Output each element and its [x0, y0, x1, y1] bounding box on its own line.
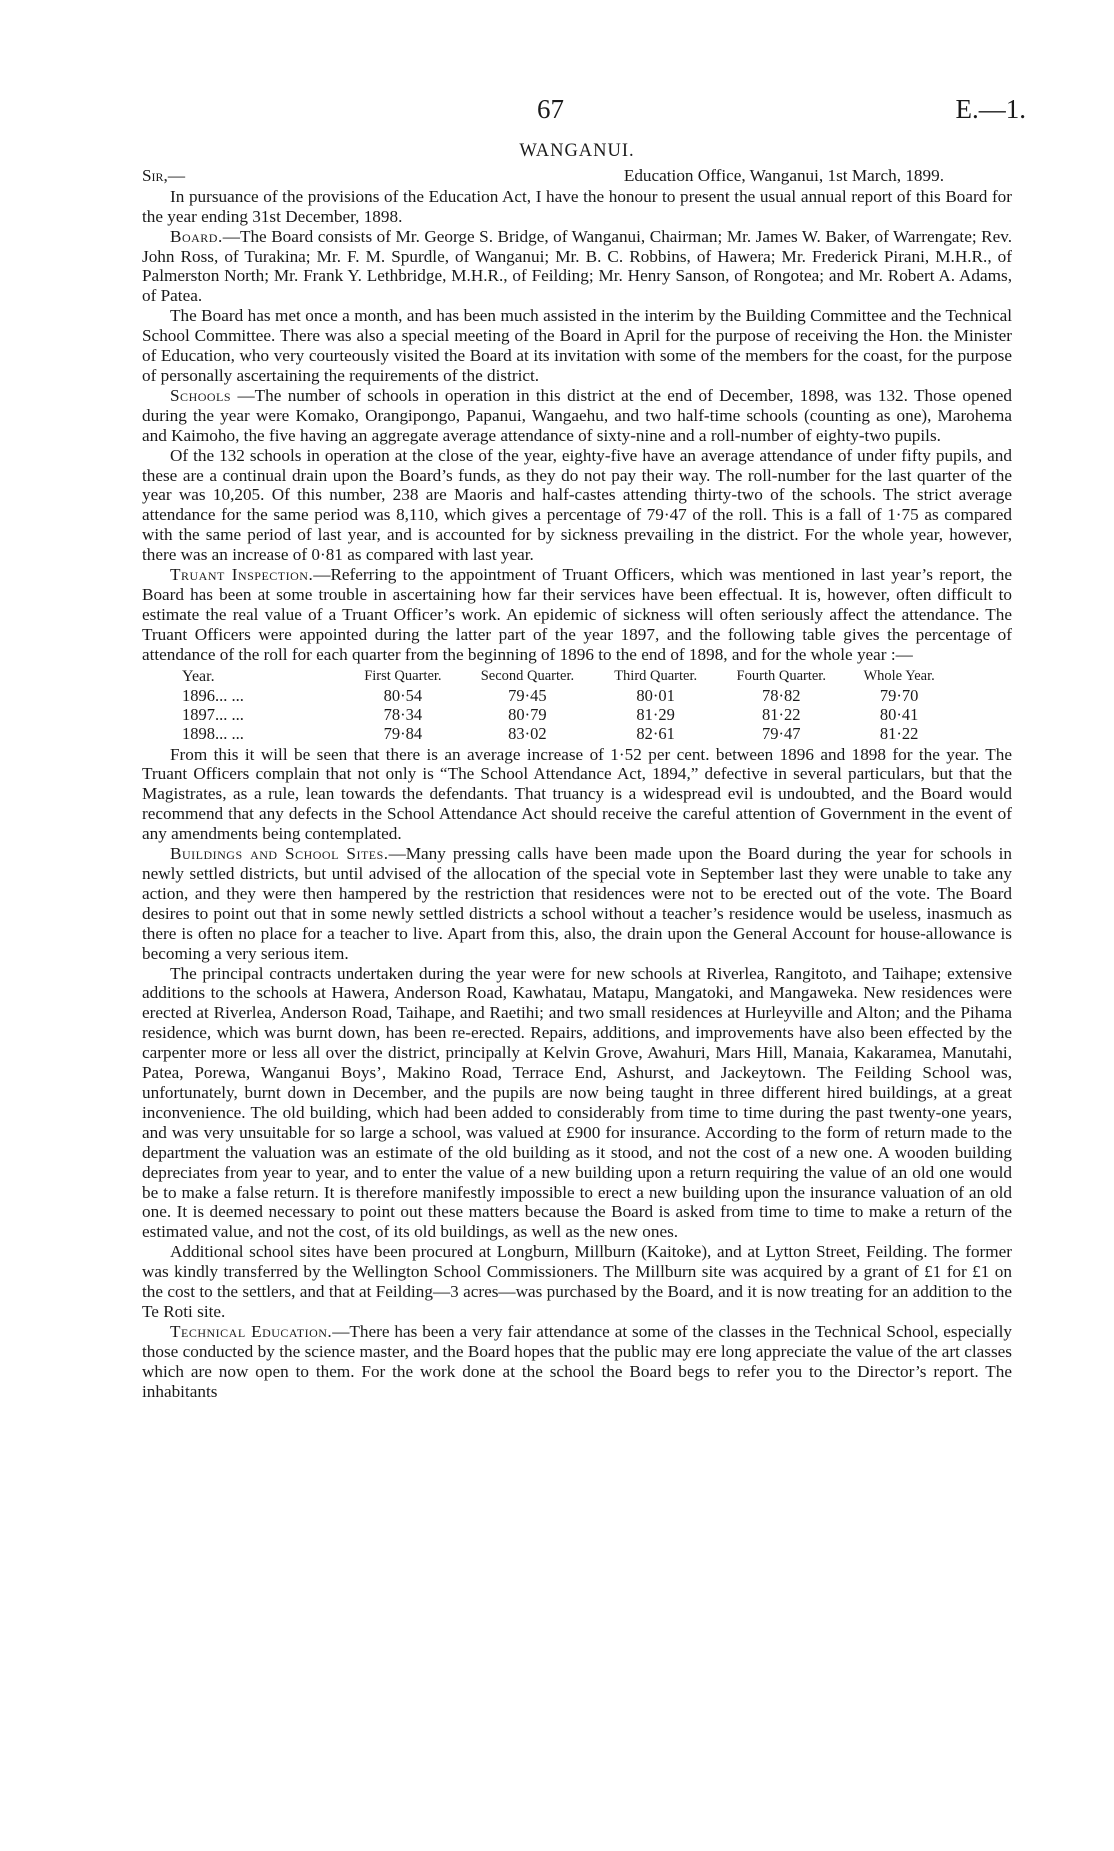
truant-paragraph	[142, 565, 1012, 665]
board-paragraph	[142, 227, 1012, 307]
technical-text: —There has been a very fair attendance at some of the classes in the Technical School, especially those conducted by the science master, and the Board hopes that the public may ere long appreciate the value of the art classes which are now open to them. For the work done at the school the Board begs to refer you to the Director’s report. The inhabitants	[142, 1321, 1012, 1401]
buildings-paragraph	[142, 844, 1012, 963]
year-label: 1898...	[182, 723, 228, 743]
report-body	[142, 142, 1012, 1401]
cell-q4: 79·47	[762, 723, 801, 743]
cell-q2: 79·45	[508, 685, 547, 705]
header-first-quarter: First Quarter.	[364, 667, 442, 684]
cell-q4: 78·82	[762, 685, 801, 705]
cell-q4: 81·22	[762, 704, 801, 724]
leader-dots: ...	[231, 685, 244, 705]
section-heading-technical: Technical Education.	[170, 1321, 333, 1341]
cell-q3: 80·01	[636, 685, 675, 705]
attendance-table	[182, 669, 952, 743]
cell-q1: 79·84	[383, 723, 423, 743]
schools-stats-paragraph: Of the 132 schools in operation at the close of the year, eighty-five have an average attendance of under fifty pupils, and these are a continual drain upon the Board’s funds, as they do not pay their way. The roll-number for the last quarter of the year was 10,205. Of this number, 238 are Maoris and half-castes attending thirty-two of the schools. The strict average attendance for the same period was 8,110, which gives a percentage of 79·47 of the roll. This is a fall of 1·75 as compared with the same period of last year, and is accounted for by sickness prevailing in the district. For the whole year, however, there was an increase of 0·81 as compared with last year.	[142, 445, 1012, 565]
table-row	[182, 686, 952, 705]
attendance-table-header	[182, 669, 952, 686]
leader-dots: ...	[231, 723, 244, 743]
meetings-paragraph: The Board has met once a month, and has been much assisted in the interim by the Building Committee and the Technical School Committee. There was also a special meeting of the Board in April for the purpose of receiving the Hon. the Minister of Education, who very courteously visited the Board at its invitation with some of the members for the coast, for the purpose of personally ascertaining the requirements of the district.	[142, 306, 1012, 385]
contracts-paragraph: The principal contracts undertaken during the year were for new schools at Riverlea, Rangitoto, and Taihape; extensive additions to the schools at Hawera, Anderson Road, Kawhatau, Matapu, Mangatoki, and Mangaweka. New residences were erected at Riverlea, Anderson Road, Taihape, and Raetihi; and two small residences at Hurleyville and Alton; and the Pihama residence, which was burnt down, has been re-erected. Repairs, additions, and improvements have also been effected by the carpenter more or less all over the district, principally at Kelvin Grove, Awahuri, Mars Hill, Manaia, Kakaramea, Manutahi, Patea, Porewa, Wanganui Boys’, Makino Road, Terrace End, Ashurst, and Jackeytown. The Feilding School was, unfortunately, burnt down in December, and the pupils are now being taught in three different hired buildings, at a great inconvenience. The old building, which had been added to considerably from time to time during the past twenty-one years, and was very unsuitable for so large a school, was valued at £900 for insurance. According to the form of return made to the department the valuation was an estimate of the old building as it stood, and not the cost of a new one. A wooden building depreciates from year to year, and to enter the value of a new building upon a return requiring the value of an old one would be to make a false return. It is therefore manifestly impossible to erect a new building upon the insurance valuation of an old one. It is deemed necessary to point out these matters because the Board is asked from time to time to make a return of the estimated value, and not the cost, of its old buildings, as well as the new ones.	[142, 963, 1012, 1242]
technical-paragraph	[142, 1322, 1012, 1402]
cell-whole: 80·41	[879, 704, 919, 724]
document-reference: E.—1.	[955, 94, 1026, 124]
page-number: 67	[537, 94, 564, 124]
intro-paragraph: In pursuance of the provisions of the Education Act, I have the honour to present the usual annual report of this Board for the year ending 31st December, 1898.	[142, 186, 1012, 226]
page-header	[0, 94, 1114, 134]
header-year: Year.	[182, 667, 215, 685]
after-table-paragraph: From this it will be seen that there is an average increase of 1·52 per cent. between 1896 and 1898 for the year. The Truant Officers complain that not only is “The School Attendance Act, 1894,” defective in several particulars, but that the Magistrates, as a rule, lean towards the defendants. That truancy is a widespread evil is undoubted, and the Board would recommend that any defects in the School Attendance Act should receive the careful attention of Government in the event of any amendments being contemplated.	[142, 744, 1012, 844]
header-fourth-quarter: Fourth Quarter.	[736, 667, 826, 684]
year-label: 1897...	[182, 704, 228, 724]
cell-q1: 78·34	[383, 704, 423, 724]
section-heading-schools: Schools	[170, 385, 232, 405]
schools-paragraph	[142, 386, 1012, 446]
cell-q1: 80·54	[383, 685, 423, 705]
year-label: 1896...	[182, 685, 228, 705]
salutation-row	[142, 166, 1012, 186]
header-third-quarter: Third Quarter.	[614, 667, 698, 684]
header-whole-year: Whole Year.	[863, 667, 935, 684]
cell-year	[182, 705, 346, 724]
cell-q2: 83·02	[508, 723, 547, 743]
cell-year	[182, 724, 346, 743]
salutation: Sir,—	[142, 165, 186, 185]
section-heading-truant: Truant Inspection.	[170, 565, 314, 585]
sites-paragraph: Additional school sites have been procured at Longburn, Millburn (Kaitoke), and at Lytton Street, Feilding. The former was kindly transferred by the Wellington School Commissioners. The Millburn site was acquired by a grant of £1 for £1 on the cost to the settlers, and that at Feilding—3 acres—was purchased by the Board, and it is now treating for an addition to the Te Roti site.	[142, 1242, 1012, 1321]
header-second-quarter: Second Quarter.	[480, 667, 575, 684]
cell-year	[182, 686, 346, 705]
table-row	[182, 705, 952, 724]
dateline: Education Office, Wanganui, 1st March, 1899.	[623, 165, 944, 185]
cell-q3: 82·61	[636, 723, 675, 743]
cell-q3: 81·29	[636, 704, 675, 724]
cell-q2: 80·79	[508, 704, 547, 724]
section-heading-buildings: Buildings and School Sites.	[170, 844, 389, 864]
board-text: —The Board consists of Mr. George S. Bridge, of Wanganui, Chairman; Mr. James W. Baker, of Warrengate; Rev. John Ross, of Turakina; Mr. F. M. Spurdle, of Wanganui; Mr. B. C. Robbins, of Hawera; Mr. Frederick Pirani, M.H.R., of Palmerston North; Mr. Frank Y. Lethbridge, M.H.R., of Feilding; Mr. Henry Sanson, of Rongotea; and Mr. Robert A. Adams, of Patea.	[142, 226, 1012, 306]
truant-text: —Referring to the appointment of Truant Officers, which was mentioned in last year’s report, the Board has been at some trouble in ascertaining how far their services have been effectual. It is, however, often difficult to estimate the real value of a Truant Officer’s work. An epidemic of sickness will often seriously affect the attendance. The Truant Officers were appointed during the latter part of the year 1897, and the following table gives the percentage of attendance of the roll for each quarter from the beginning of 1896 to the end of 1898, and for the whole year :—	[142, 565, 1012, 664]
schools-text: —The number of schools in operation in this district at the end of December, 1898, was 132. Those opened during the year were Komako, Orangipongo, Papanui, Wangaehu, and two half-time schools (counting as one), Marohema and Kaimoho, the five having an aggregate average attendance of sixty-nine and a roll-number of eighty-two pupils.	[142, 385, 1012, 445]
table-row	[182, 724, 952, 743]
section-heading-board: Board.	[170, 226, 223, 246]
leader-dots: ...	[231, 704, 244, 724]
cell-whole: 81·22	[879, 723, 919, 743]
buildings-text: —Many pressing calls have been made upon the Board during the year for schools in newly settled districts, but until advised of the allocation of the special vote in September last they were unable to take any action, and they were then hampered by the restriction that residences were not to be erected out of the vote. The Board desires to point out that in some newly settled districts a school without a teacher’s residence would be useless, inasmuch as there is often no place for a teacher to live. Apart from this, also, the drain upon the General Account for house-allowance is becoming a very serious item.	[142, 844, 1012, 963]
cell-whole: 79·70	[879, 685, 919, 705]
report-title: WANGANUI.	[519, 141, 635, 161]
